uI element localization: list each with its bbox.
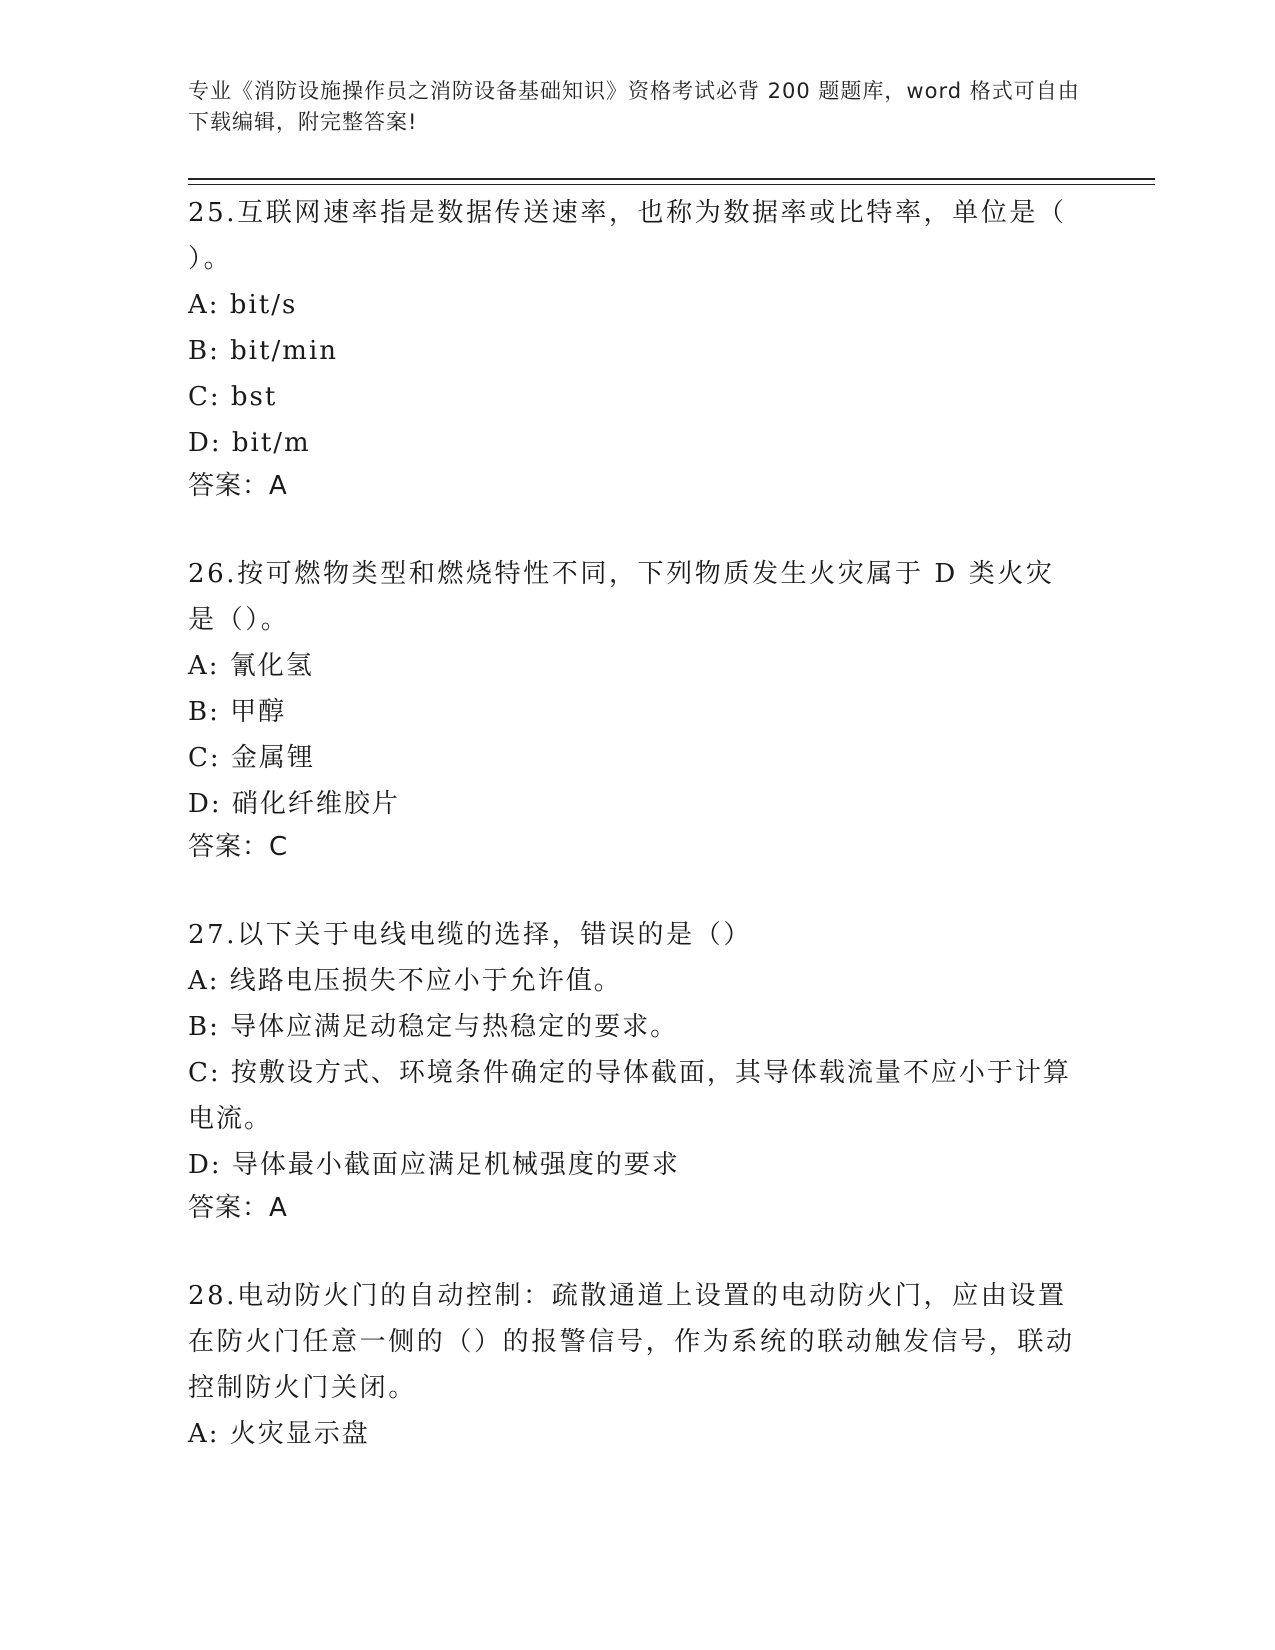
question-gap: [188, 1228, 1078, 1273]
header-divider-thick: [188, 178, 1155, 180]
option-a: A: 氰化氢: [188, 651, 314, 681]
option-d: D: 导体最小截面应满足机械强度的要求: [188, 1150, 680, 1180]
question-28: [188, 1273, 1078, 1457]
question-gap: [188, 867, 1078, 912]
option-d: D: bit/m: [188, 428, 311, 458]
option-a: A: 火灾显示盘: [188, 1419, 370, 1449]
question-27: [188, 912, 1078, 1228]
question-stem: 26.按可燃物类型和燃烧特性不同，下列物质发生火灾属于 D 类火灾是（）。: [188, 559, 1055, 635]
question-stem: 28.电动防火门的自动控制：疏散通道上设置的电动防火门，应由设置在防火门任意一侧的（）的报警信号，作为系统的联动触发信号，联动控制防火门关闭。: [188, 1281, 1075, 1403]
question-stem: 25.互联网速率指是数据传送速率，也称为数据率或比特率，单位是（ ）。: [188, 198, 1067, 274]
question-26: [188, 551, 1078, 867]
option-c: C: 按敷设方式、环境条件确定的导体截面，其导体载流量不应小于计算电流。: [188, 1058, 1071, 1134]
option-a: A: bit/s: [188, 290, 298, 320]
question-gap: [188, 506, 1078, 551]
option-c: C: 金属锂: [188, 743, 315, 773]
answer-label: 答案：A: [188, 471, 288, 501]
option-a: A: 线路电压损失不应小于允许值。: [188, 966, 622, 996]
question-25: [188, 190, 1078, 506]
option-c: C: bst: [188, 382, 278, 412]
question-stem: 27.以下关于电线电缆的选择，错误的是（）: [188, 920, 752, 950]
option-b: B: 导体应满足动稳定与热稳定的要求。: [188, 1012, 679, 1042]
answer-label: 答案：A: [188, 1193, 288, 1223]
document-header: 专业《消防设施操作员之消防设备基础知识》资格考试必背 200 题题库，word 格式可自由下载编辑，附完整答案!: [188, 79, 1080, 134]
option-b: B: 甲醇: [188, 697, 287, 727]
answer-label: 答案：C: [188, 832, 289, 862]
header-divider-thin: [188, 184, 1155, 185]
question-list: [188, 190, 1078, 1457]
option-d: D: 硝化纤维胶片: [188, 789, 400, 819]
option-b: B: bit/min: [188, 336, 339, 366]
